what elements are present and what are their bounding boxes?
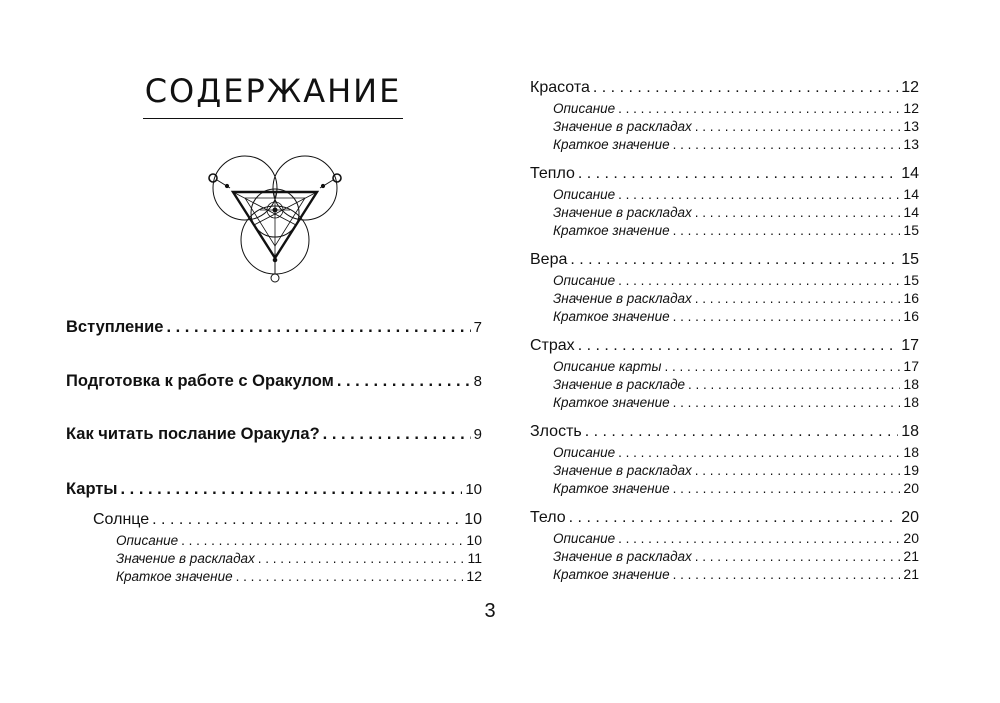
dot-leader	[664, 359, 900, 374]
toc-entry-page: 12	[466, 568, 482, 584]
toc-entry[interactable]	[66, 372, 482, 391]
toc-entry-page: 18	[901, 423, 919, 440]
toc-entry-page: 14	[903, 186, 919, 202]
toc-subentry[interactable]	[553, 290, 919, 306]
dot-leader	[618, 445, 900, 460]
dot-leader	[166, 318, 470, 337]
toc-entry-label: Краткое значение	[553, 309, 670, 324]
toc-section[interactable]	[530, 337, 919, 355]
dot-leader	[570, 251, 898, 269]
toc-entry-label: Страх	[530, 337, 575, 354]
toc-entry-page: 16	[903, 290, 919, 306]
toc-entry-label: Тело	[530, 509, 566, 526]
toc-subentry[interactable]	[553, 358, 919, 374]
page-number: 3	[484, 600, 496, 622]
toc-section[interactable]	[530, 251, 919, 269]
dot-leader	[578, 165, 898, 183]
toc-entry-page: 20	[903, 480, 919, 496]
toc-entry-label: Описание карты	[553, 359, 662, 374]
dot-leader	[688, 377, 900, 392]
toc-entry-page: 15	[901, 251, 919, 268]
dot-leader	[673, 567, 901, 582]
toc-subentry[interactable]	[116, 550, 482, 566]
toc-subentry[interactable]	[116, 532, 482, 548]
toc-entry-label: Краткое значение	[553, 567, 670, 582]
toc-entry-page: 11	[467, 550, 482, 566]
toc-subentry[interactable]	[553, 272, 919, 288]
dot-leader	[695, 463, 901, 478]
dot-leader	[337, 372, 471, 391]
toc-subentry[interactable]	[553, 186, 919, 202]
toc-entry-page: 8	[473, 373, 482, 390]
toc-subentry[interactable]	[553, 136, 919, 152]
dot-leader	[258, 551, 465, 566]
toc-entry-label: Краткое значение	[116, 569, 233, 584]
toc-entry[interactable]	[66, 480, 482, 499]
toc-entry-label: Краткое значение	[553, 481, 670, 496]
dot-leader	[673, 137, 901, 152]
toc-subentry[interactable]	[553, 566, 919, 582]
toc-entry-label: Значение в раскладах	[553, 291, 692, 306]
toc-entry-label: Вера	[530, 251, 568, 268]
toc-entry-label: Краткое значение	[553, 223, 670, 238]
toc-subentry[interactable]	[553, 118, 919, 134]
dot-leader	[152, 511, 461, 529]
toc-entry[interactable]	[66, 425, 482, 444]
toc-entry-page: 17	[903, 358, 919, 374]
toc-entry-page: 10	[465, 481, 482, 498]
dot-leader	[618, 273, 900, 288]
dot-leader	[618, 531, 900, 546]
toc-entry-page: 21	[903, 548, 919, 564]
toc-entry-label: Вступление	[66, 318, 164, 336]
dot-leader	[695, 549, 901, 564]
toc-entry-label: Красота	[530, 79, 590, 96]
dot-leader	[569, 509, 899, 527]
toc-entry-label: Значение в раскладе	[553, 377, 686, 392]
toc-entry-page: 9	[473, 426, 482, 443]
toc-entry-label: Краткое значение	[553, 395, 670, 410]
toc-entry-label: Как читать послание Оракула?	[66, 425, 320, 443]
toc-entry-page: 18	[903, 376, 919, 392]
toc-entry-page: 7	[473, 319, 482, 336]
toc-entry-page: 17	[901, 337, 919, 354]
toc-section[interactable]	[530, 79, 919, 97]
toc-subentry[interactable]	[553, 376, 919, 392]
toc-entry-page: 16	[903, 308, 919, 324]
toc-subentry[interactable]	[553, 308, 919, 324]
toc-entry-page: 15	[903, 272, 919, 288]
toc-subentry[interactable]	[553, 222, 919, 238]
toc-section[interactable]	[530, 165, 919, 183]
dot-leader	[673, 481, 901, 496]
toc-entry-page: 15	[903, 222, 919, 238]
toc-entry-page: 12	[903, 100, 919, 116]
dot-leader	[593, 79, 898, 97]
toc-entry-label: Значение в раскладах	[553, 119, 692, 134]
toc-entry-page: 20	[903, 530, 919, 546]
toc-entry-page: 21	[903, 566, 919, 582]
dot-leader	[120, 480, 462, 499]
sacred-geometry-emblem-icon	[200, 148, 350, 293]
toc-entry-label: Краткое значение	[553, 137, 670, 152]
dot-leader	[618, 101, 900, 116]
toc-entry-page: 13	[903, 118, 919, 134]
toc-subentry[interactable]	[553, 204, 919, 220]
dot-leader	[618, 187, 900, 202]
toc-section[interactable]	[93, 511, 482, 529]
toc-entry-label: Описание	[553, 101, 616, 116]
toc-entry-label: Солнце	[93, 511, 150, 528]
toc-section[interactable]	[530, 423, 919, 441]
toc-entry-label: Карты	[66, 480, 118, 498]
dot-leader	[673, 395, 901, 410]
toc-entry-label: Описание	[553, 273, 616, 288]
toc-subentry[interactable]	[116, 568, 482, 584]
dot-leader	[673, 223, 901, 238]
page-title: СОДЕРЖАНИЕ	[144, 72, 402, 110]
toc-subentry[interactable]	[553, 100, 919, 116]
toc-entry-page: 14	[903, 204, 919, 220]
toc-subentry[interactable]	[553, 394, 919, 410]
toc-entry[interactable]	[66, 318, 482, 337]
dot-leader	[236, 569, 464, 584]
toc-entry-label: Описание	[553, 531, 616, 546]
toc-entry-page: 14	[901, 165, 919, 182]
toc-subentry[interactable]	[553, 462, 919, 478]
toc-entry-label: Подготовка к работе с Оракулом	[66, 372, 334, 390]
toc-entry-label: Значение в раскладах	[553, 205, 692, 220]
toc-section[interactable]	[530, 509, 919, 527]
toc-entry-page: 18	[903, 444, 919, 460]
toc-entry-page: 20	[901, 509, 919, 526]
toc-subentry[interactable]	[553, 548, 919, 564]
dot-leader	[585, 423, 898, 441]
toc-entry-page: 10	[464, 511, 482, 528]
dot-leader	[578, 337, 899, 355]
toc-entry-page: 10	[466, 532, 482, 548]
toc-entry-label: Описание	[116, 533, 179, 548]
toc-entry-label: Тепло	[530, 165, 575, 182]
toc-entry-label: Злость	[530, 423, 582, 440]
dot-leader	[673, 309, 901, 324]
dot-leader	[695, 119, 901, 134]
title-underline	[143, 118, 403, 119]
toc-entry-label: Описание	[553, 187, 616, 202]
dot-leader	[695, 205, 901, 220]
toc-entry-page: 18	[903, 394, 919, 410]
toc-subentry[interactable]	[553, 530, 919, 546]
dot-leader	[695, 291, 901, 306]
toc-subentry[interactable]	[553, 480, 919, 496]
toc-entry-label: Значение в раскладах	[116, 551, 255, 566]
toc-subentry[interactable]	[553, 444, 919, 460]
dot-leader	[181, 533, 463, 548]
toc-entry-page: 19	[903, 462, 919, 478]
toc-entry-label: Описание	[553, 445, 616, 460]
toc-entry-label: Значение в раскладах	[553, 463, 692, 478]
toc-entry-page: 13	[903, 136, 919, 152]
dot-leader	[323, 425, 471, 444]
toc-entry-label: Значение в раскладах	[553, 549, 692, 564]
toc-entry-page: 12	[901, 79, 919, 96]
